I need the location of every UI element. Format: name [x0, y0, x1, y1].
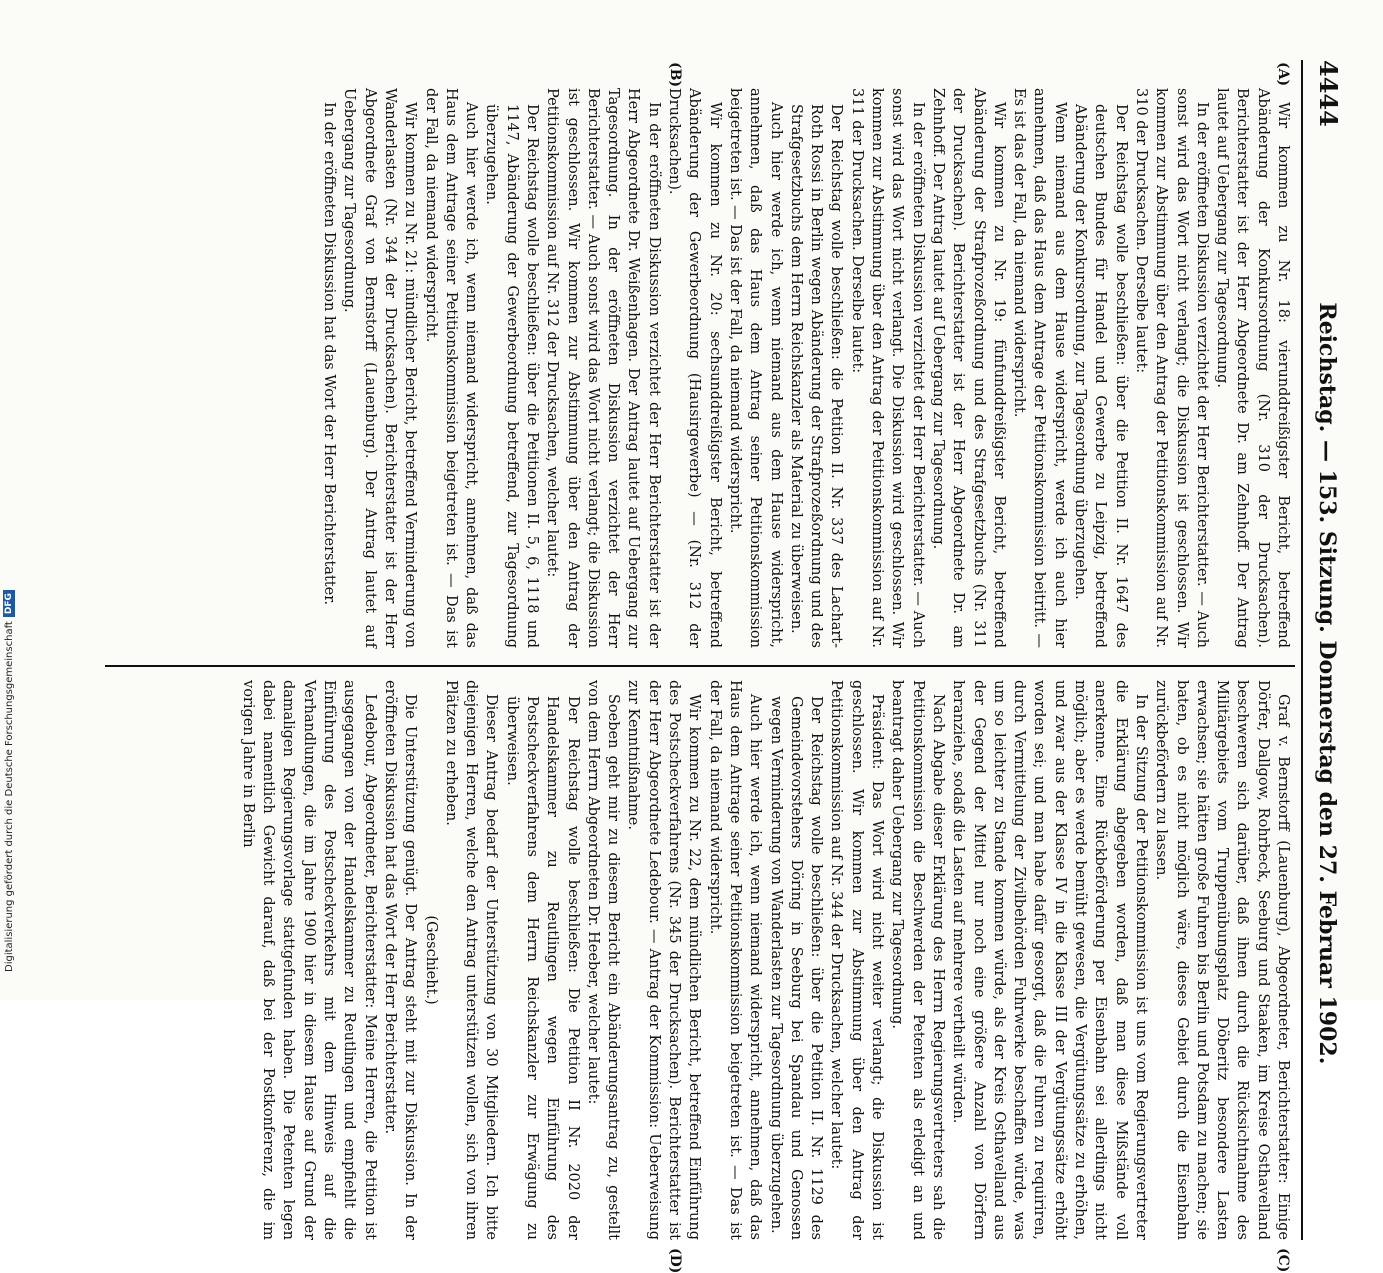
right-text-column — [238, 680, 1293, 1240]
paragraph: Ledebour, Abgeordneter, Berichterstatter: Meine Herren, die Petition ist ausgegangen von der Handelskammer zu Reutlingen und empfiehlt die Einführung des Postscheckverkehrs mit dem Hinweis auf die Verhandlungen, die im Jahre 1900 hier in diesem Hause auf Grund der damaligen Regierungsvorlage stattgefunden haben. Die Petenten legen dabei namentlich Gewicht darauf, daß bei der Postkonferenz, die im vorigen Jahre in Berlin — [239, 680, 378, 1240]
paragraph: Die Unterstützung genügt. Der Antrag steht mit zur Diskussion. In der eröffneten Diskussion hat das Wort der Herr Berichterstatter. — [381, 680, 419, 1240]
paragraph: Wir kommen zu Nr. 20: sechsunddreißigster Bericht, betreffend Abänderung der Gewerbeordnung (Hausirgewerbe) — (Nr. 312 der Drucksachen). — [666, 88, 723, 648]
paragraph: In der eröffneten Diskussion verzichtet der Herr Berichterstatter. — Auch sonst wird das Wort nicht verlangt. Die Diskussion wird geschlossen. Wir kommen zur Abstimmung über den Antrag der Petitionskommission auf Nr. 311 der Drucksachen. Derselbe lautet: — [848, 88, 926, 648]
paragraph: Auch hier werde ich, wenn niemand widerspricht, annehmen, daß das Haus dem Antrage seiner Petitionskommission beigetreten ist. — Das ist der Fall, da niemand widerspricht. — [706, 680, 764, 1240]
paragraph: Der Reichstag wolle beschließen: über die Petitionen II. 5, 6, 1118 und 1147, Abänderung der Gewerbeordnung betreffend, zur Tagesordnung überzugehen. — [483, 104, 541, 648]
digitization-strip — [0, 0, 14, 1000]
paragraph: Wenn niemand aus dem Hause widerspricht, werde ich auch hier annehmen, daß das Haus dem Antrage der Petitionskommission beitritt. — Es ist das der Fall, da niemand widerspricht. — [1011, 88, 1068, 648]
digitization-credit: Digitalisierung gefördert durch die Deutsche Forschungsgemeinschaft — [3, 621, 15, 972]
margin-marker-a: (A) — [1275, 62, 1291, 87]
paragraph: In der Sitzung der Petitionskommission ist uns vom Regierungsvertreter die Erklärung abgegeben worden, daß man diese Mißstände voll anerkenne. Eine Rückbeförderung per Eisenbahn sei allerdings nicht möglich; aber es werde bemüht gewesen, die Vergütungssätze zu erhöhen, und zwar aus der Klasse IV in die Klasse III der Vergütungssätze erhöht worden sei; und man habe dafür gesorgt, daß die Fuhren zu requiriren, durch Vermittelung der Zivilbehörden Fuhrwerke beschaffen würde, was um so leichter zu Stande kommen würde, als der Kreis Osthavelland aus der Gegend der Mittel nur noch eine größere Anzahl von Dörfern heranziehe, sodaß die Lasten auf mehrere vertheilt würden. — [950, 680, 1149, 1240]
paragraph: In der eröffneten Diskussion verzichtet der Herr Berichterstatter ist der Herr Abgeordnete Dr. Weißenhagen. Der Antrag lautet auf Uebergang zur Tagesordnung. In der eröffneten Diskussion verzichtet der Herr Berichterstatter. — Auch sonst wird das Wort nicht verlangt; die Diskussion ist geschlossen. Wir kommen zur Abstimmung über den Antrag der Petitionskommission auf Nr. 312 der Drucksachen, welcher lautet: — [544, 88, 662, 648]
margin-marker-c: (C) — [1275, 1248, 1291, 1273]
paragraph: Wir kommen zu Nr. 21: mündlicher Bericht, betreffend Verminderung von Wanderlasten (Nr. 344 der Drucksachen). Berichterstatter ist der Herr Abgeordnete Graf von Bernstorff (Lauenburg). Der Antrag lautet auf Uebergang zur Tagesordnung. — [341, 88, 419, 648]
paragraph: (Geschieht.) — [422, 915, 439, 1005]
column-divider — [105, 665, 1295, 667]
paragraph: Der Reichstag wolle beschließen: über die Petition II. Nr. 1647 des deutschen Bundes für Handel und Gewerbe zu Leipzig, betreffend Abänderung der Konkursordnung, zur Tagesordnung überzugehen. — [1072, 104, 1129, 648]
page-title: Reichstag. — 153. Sitzung. Donnerstag den 27. Februar 1902. — [1314, 302, 1340, 1065]
dfg-logo: DFG — [3, 590, 15, 617]
paragraph: Der Reichstag wolle beschließen: über die Petition II. Nr. 1129 des Gemeindevorstehers Döring in Seeburg bei Spandau und Genossen wegen Verminderung von Wanderlasten zur Tagesordnung überzugehen. — [767, 696, 825, 1240]
paragraph: Auch hier werde ich, wenn niemand aus dem Hause widerspricht, annehmen, daß das Haus dem Antrag seiner Petitionskommission beigetreten ist. — Das ist der Fall, da niemand widerspricht. — [726, 88, 784, 648]
paragraph: Soeben geht mir zu diesem Bericht ein Abänderungsantrag zu, gestellt von dem Herrn Abgeordneten Dr. Heeber, welcher lautet: — [584, 680, 622, 1240]
margin-marker-d: (D) — [667, 1248, 683, 1273]
paragraph: In der eröffneten Diskussion hat das Wort der Herr Berichterstatter. — [321, 102, 338, 606]
paragraph: Nach Abgabe dieser Erklärung des Herrn Regierungsvertreters sah die Petitionskommission die Beschwerden der Petenten als erledigt an und beantragt daher Uebergang zur Tagesordnung. — [889, 680, 946, 1240]
margin-marker-b: (B) — [667, 62, 683, 88]
left-text-column — [319, 88, 1293, 648]
paragraph: Graf v. Bernstorff (Lauenburg), Abgeordneter, Berichterstatter: Einige Dörfer, Dallgow, Rohrbeck, Seeburg und Staaken, im Kreise Osthavelland beschweren sich darüber, daß ihnen durch die Rücksichtnahme des Militärgebiets vom Truppenübungsplatz Döberitz besondere Lasten erwachsen; sie hätten große Fuhren bis Berlin und Potsdam zu machen; sie baten, ob es nicht möglich wäre, dieses Gebiet durch die Eisenbahn zurückbefördern zu lassen. — [1153, 680, 1291, 1240]
paragraph: Der Reichstag wolle beschließen: die Petition II. Nr. 337 des Lachart-Roth Rossi in Berlin wegen Abänderung der Strafprozeßordnung und des Strafgesetzbuchs dem Herrn Reichskanzler als Material zu überweisen. — [787, 104, 845, 648]
page-number: 4444 — [1314, 60, 1343, 127]
paragraph: Präsident: Das Wort wird nicht weiter verlangt; die Diskussion ist geschlossen. Wir kommen zur Abstimmung über den Antrag der Petitionskommission auf Nr. 344 der Drucksachen, welcher lautet: — [828, 680, 886, 1240]
paragraph: Wir kommen zu Nr. 19: fünfunddreißigster Bericht, betreffend Abänderung der Strafprozeßordnung und des Strafgesetzbuchs (Nr. 311 der Drucksachen). Berichterstatter ist der Herr Abgeordnete Dr. am Zehnhoff. Der Antrag lautet auf Uebergang zur Tagesordnung. — [929, 88, 1007, 648]
paragraph: Wir kommen zu Nr. 18: vierunddreißigster Bericht, betreffend Abänderung der Konkursordnung (Nr. 310 der Drucksachen). Berichterstatter ist der Herr Abgeordnete Dr. am Zehnhoff. Der Antrag lautet auf Uebergang zur Tagesordnung. — [1214, 88, 1291, 648]
paragraph: Dieser Antrag bedarf der Unterstützung von 30 Mitgliedern. Ich bitte diejenigen Herren, welche den Antrag unterstützen wollen, sich von ihren Plätzen zu erheben. — [442, 680, 500, 1240]
paragraph: Wir kommen zu Nr. 22, dem mündlichen Bericht, betreffend Einführung des Postscheckverfahrens (Nr. 345 der Drucksachen). Berichterstatter ist der Herr Abgeordnete Ledebour. — Antrag der Kommission: Ueberweisung zur Kenntnißnahme. — [625, 680, 703, 1240]
paragraph: Auch hier werde ich, wenn niemand widerspricht, annehmen, daß das Haus dem Antrage seiner Petitionskommission beigetreten ist. — Das ist der Fall, da niemand widerspricht. — [422, 88, 480, 648]
paragraph: Der Reichstag wolle beschließen: Die Petition II Nr. 2020 der Handelskammer zu Reutlingen wegen Einführung des Postscheckverfahrens dem Herrn Reichskanzler zur Erwägung zu überweisen. — [503, 696, 581, 1240]
paragraph: In der eröffneten Diskussion verzichtet der Herr Berichterstatter. — Auch sonst wird das Wort nicht verlangt; die Diskussion ist geschlossen. Wir kommen zur Abstimmung über den Antrag der Petitionskommission auf Nr. 310 der Drucksachen. Derselbe lautet: — [1132, 88, 1210, 648]
page-header — [1301, 60, 1343, 1240]
